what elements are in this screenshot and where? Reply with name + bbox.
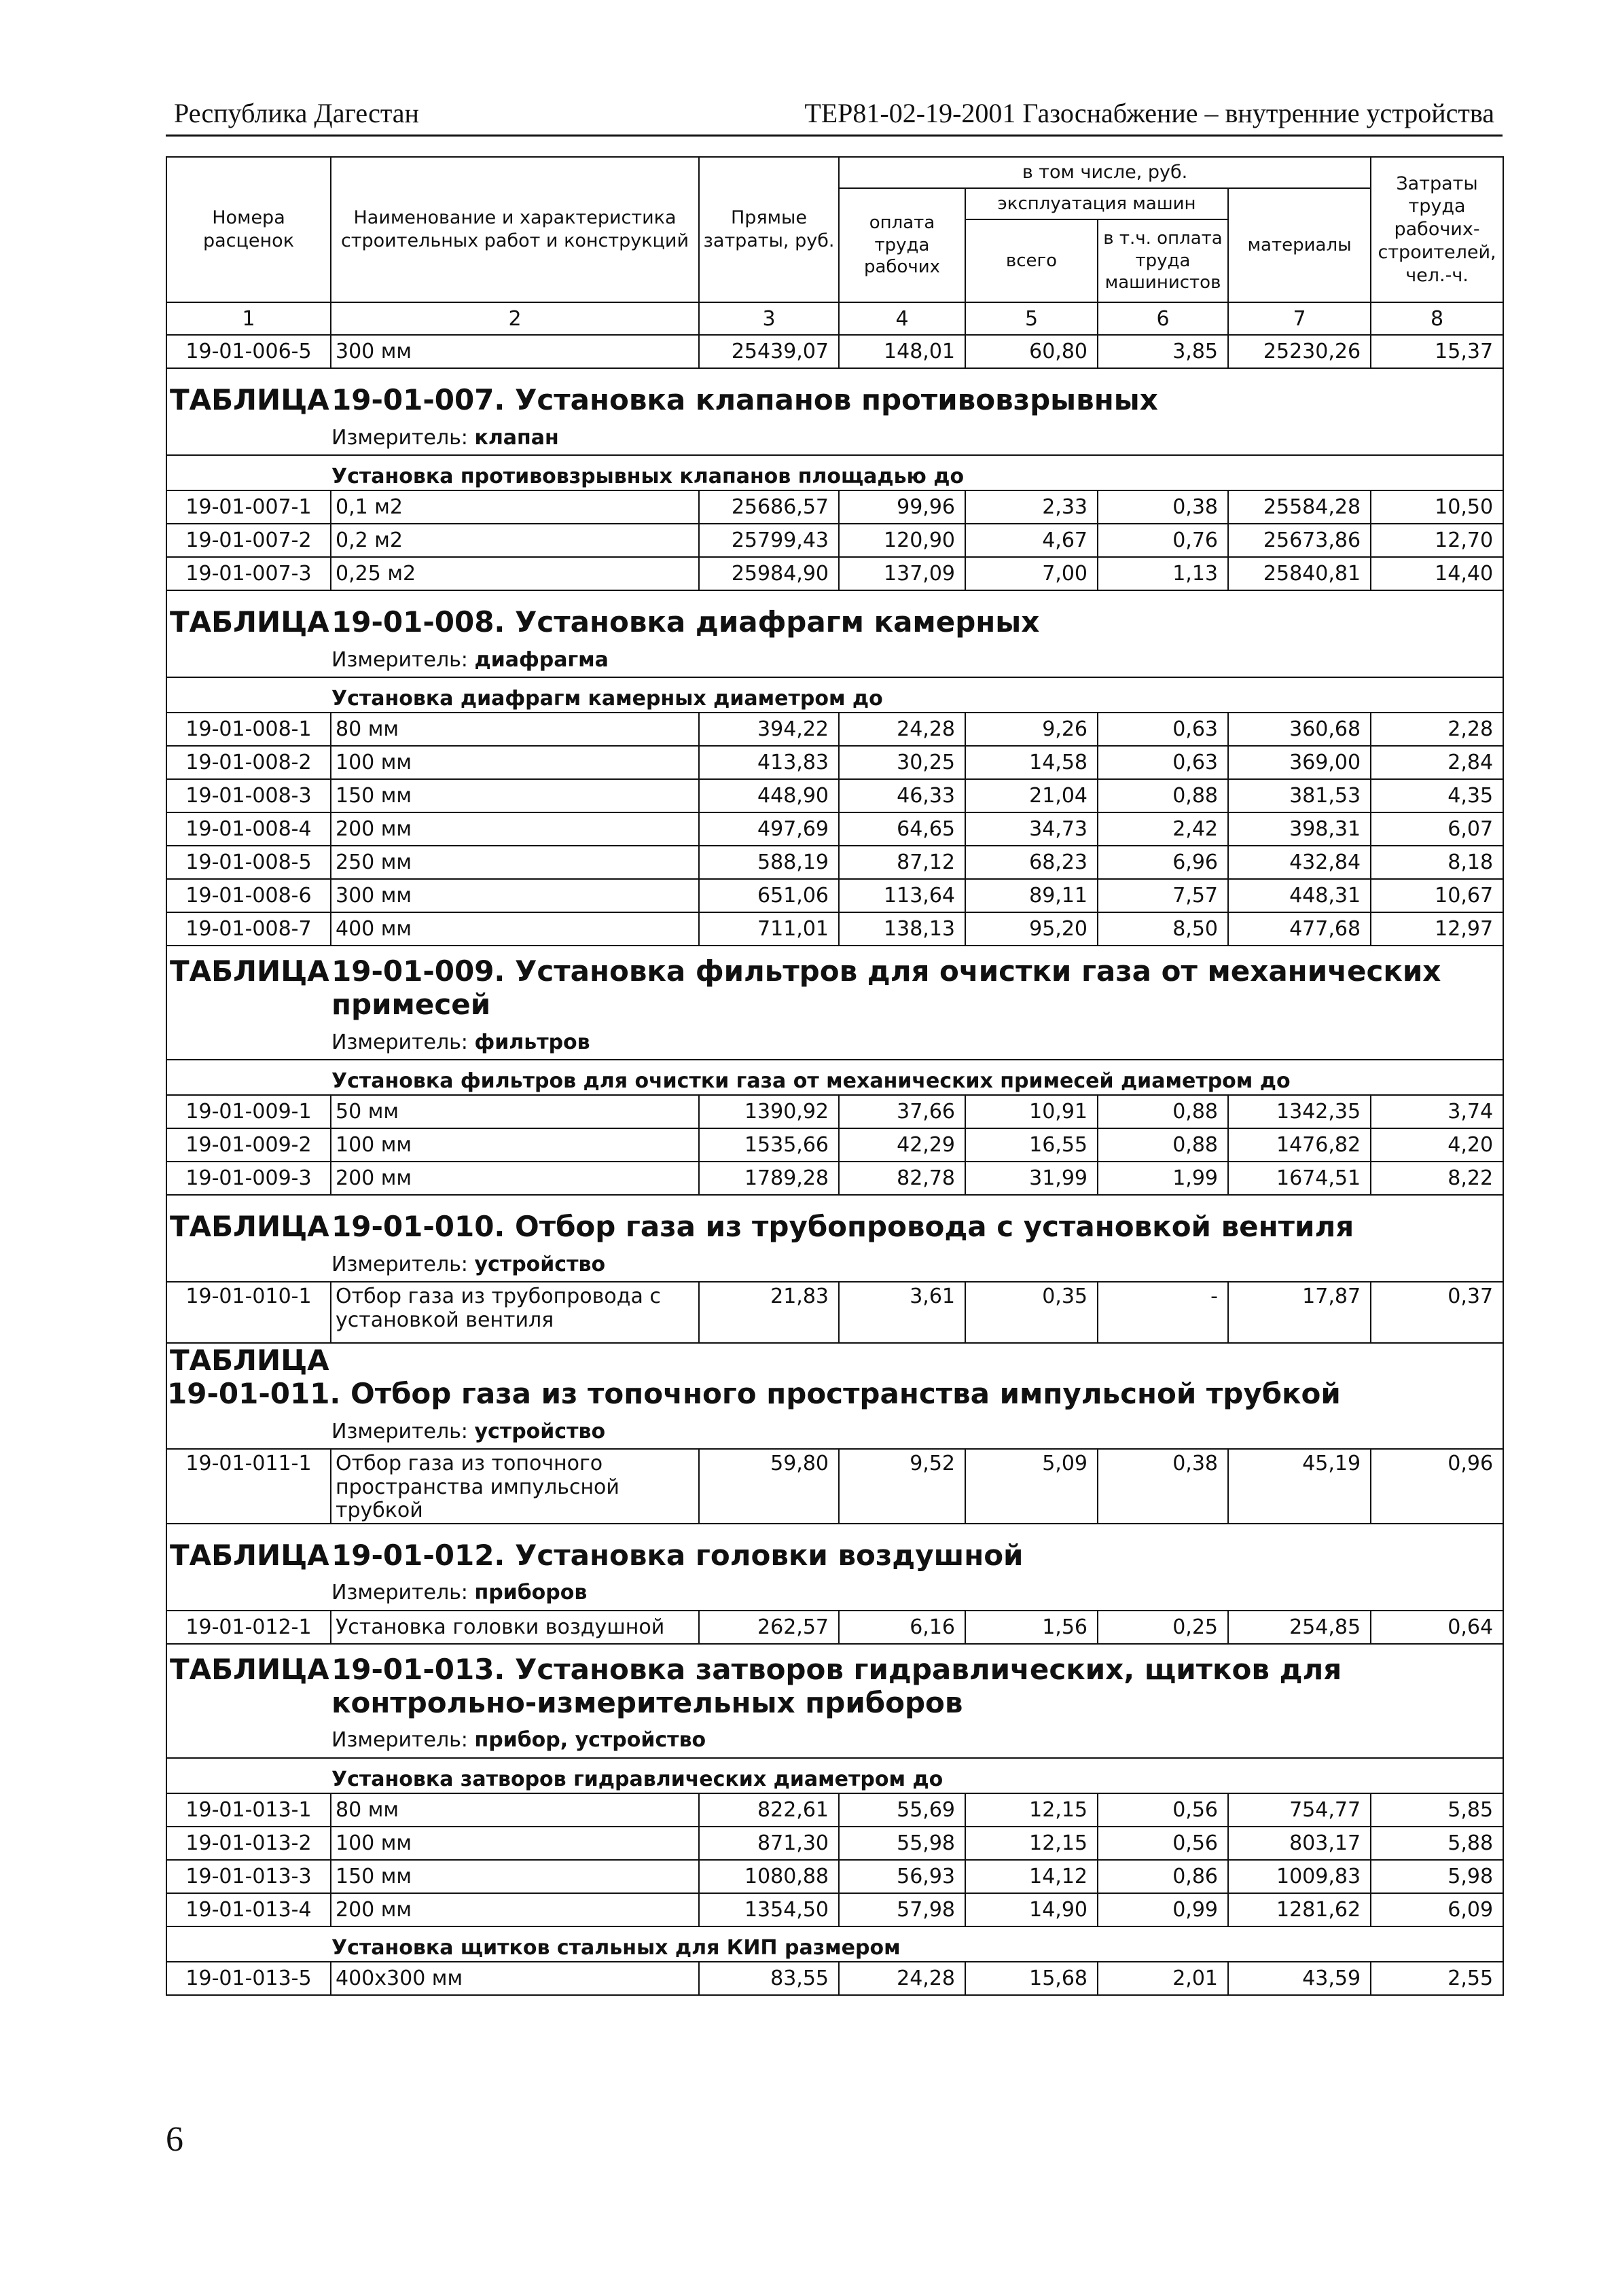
machines-total: 15,68 [965,1962,1098,1995]
meter-value: приборов [474,1581,588,1604]
labor-hours: 0,64 [1371,1611,1503,1644]
materials-cost: 25840,81 [1228,557,1371,590]
table-row [166,879,1503,912]
rate-code: 19-01-012-1 [166,1611,331,1644]
col-header-labor: оплата труда рабочих [839,188,965,302]
table-label: ТАБЛИЦА [170,1652,329,1686]
column-number: 2 [331,302,699,335]
table-row [166,524,1503,557]
direct-cost: 1080,88 [699,1860,839,1893]
labor-hours: 5,85 [1371,1793,1503,1827]
materials-cost: 17,87 [1228,1282,1371,1343]
group-subtitle-row [166,455,1503,490]
table-title-row [166,368,1503,420]
table-label: ТАБЛИЦА [170,605,329,639]
labor-hours: 2,55 [1371,1962,1503,1995]
labor-cost: 148,01 [839,335,965,368]
table-row [166,1793,1503,1827]
table-title-row [166,590,1503,643]
labor-cost: 55,98 [839,1827,965,1860]
direct-cost: 25799,43 [699,524,839,557]
labor-cost: 24,28 [839,713,965,746]
materials-cost: 1281,62 [1228,1893,1371,1926]
meter-row [166,1723,1503,1758]
column-number: 8 [1371,302,1503,335]
machines-total: 95,20 [965,912,1098,946]
meter-value: клапан [474,425,559,450]
table-title [331,605,1039,639]
table-row [166,557,1503,590]
labor-hours: 2,28 [1371,713,1503,746]
machinists-cost: 0,88 [1098,1095,1228,1128]
machines-total: 16,55 [965,1128,1098,1162]
rate-code: 19-01-009-2 [166,1128,331,1162]
table-row [166,1282,1503,1343]
machines-total: 14,12 [965,1860,1098,1893]
labor-cost: 37,66 [839,1095,965,1128]
direct-cost: 1789,28 [699,1162,839,1195]
labor-hours: 8,18 [1371,846,1503,879]
table-row [166,1611,1503,1644]
machines-total: 5,09 [965,1449,1098,1524]
materials-cost: 360,68 [1228,713,1371,746]
work-name: 300 мм [331,879,699,912]
labor-cost: 64,65 [839,812,965,846]
machines-total: 60,80 [965,335,1098,368]
col-header-labor-hours: Затраты труда рабочих-строителей, чел.-ч. [1371,157,1503,302]
machinists-cost: - [1098,1282,1228,1343]
work-name: 200 мм [331,1893,699,1926]
table-row [166,490,1503,524]
rate-code: 19-01-013-3 [166,1860,331,1893]
materials-cost: 369,00 [1228,746,1371,779]
labor-cost: 99,96 [839,490,965,524]
rate-code: 19-01-008-7 [166,912,331,946]
direct-cost: 83,55 [699,1962,839,1995]
machines-total: 68,23 [965,846,1098,879]
meter-label: Измеритель: [331,647,468,672]
work-name: 0,1 м2 [331,490,699,524]
labor-hours: 14,40 [1371,557,1503,590]
machinists-cost: 7,57 [1098,879,1228,912]
work-name: 100 мм [331,1128,699,1162]
labor-hours: 2,84 [1371,746,1503,779]
materials-cost: 25673,86 [1228,524,1371,557]
header-document-code: ТЕР81-02-19-2001 Газоснабжение – внутренние устройства [804,98,1494,128]
table-title-row [166,1524,1503,1576]
work-name: Отбор газа из топочного пространства импульсной трубкой [331,1449,699,1524]
col-header-direct: Прямые затраты, руб. [699,157,839,302]
labor-hours: 6,09 [1371,1893,1503,1926]
work-name: 150 мм [331,779,699,812]
meter-row [166,1025,1503,1060]
machinists-cost: 1,13 [1098,557,1228,590]
table-title-text: Установка фильтров для очистки газа от механических [515,954,1441,988]
materials-cost: 25584,28 [1228,490,1371,524]
direct-cost: 394,22 [699,713,839,746]
direct-cost: 25984,90 [699,557,839,590]
materials-cost: 803,17 [1228,1827,1371,1860]
direct-cost: 588,19 [699,846,839,879]
table-title [331,383,1158,416]
table-code: 19-01-010. [331,1210,505,1243]
rate-code: 19-01-007-2 [166,524,331,557]
direct-cost: 25439,07 [699,335,839,368]
materials-cost: 1009,83 [1228,1860,1371,1893]
table-code: 19-01-013. [331,1652,505,1686]
col-header-machines-total: всего [965,219,1098,302]
materials-cost: 754,77 [1228,1793,1371,1827]
machines-total: 1,56 [965,1611,1098,1644]
materials-cost: 1476,82 [1228,1128,1371,1162]
machines-total: 9,26 [965,713,1098,746]
table-row [166,912,1503,946]
machinists-cost: 0,88 [1098,1128,1228,1162]
work-name: 0,2 м2 [331,524,699,557]
labor-hours: 12,70 [1371,524,1503,557]
work-name: 250 мм [331,846,699,879]
group-subtitle-row [166,1758,1503,1793]
materials-cost: 398,31 [1228,812,1371,846]
table-title [167,1377,1341,1410]
machines-total: 10,91 [965,1095,1098,1128]
labor-hours: 3,74 [1371,1095,1503,1128]
group-subtitle-row [166,1060,1503,1095]
meter-row [166,1576,1503,1611]
work-name: 400 мм [331,912,699,946]
rate-code: 19-01-013-5 [166,1962,331,1995]
rate-code: 19-01-013-1 [166,1793,331,1827]
machinists-cost: 6,96 [1098,846,1228,879]
work-name: 200 мм [331,812,699,846]
rates-table [166,156,1504,1996]
machinists-cost: 2,01 [1098,1962,1228,1995]
column-number: 5 [965,302,1098,335]
work-name: 80 мм [331,1793,699,1827]
labor-cost: 113,64 [839,879,965,912]
table-title-text: Установка головки воздушной [515,1538,1024,1572]
machinists-cost: 8,50 [1098,912,1228,946]
direct-cost: 711,01 [699,912,839,946]
rate-code: 19-01-008-1 [166,713,331,746]
work-name: 0,25 м2 [331,557,699,590]
machines-total: 7,00 [965,557,1098,590]
machinists-cost: 0,86 [1098,1860,1228,1893]
table-title-row [166,1195,1503,1247]
meter-label: Измеритель: [331,1419,468,1443]
group-subtitle: Установка диафрагм камерных диаметром до [331,687,883,711]
direct-cost: 871,30 [699,1827,839,1860]
meter-row [166,643,1503,677]
table-row [166,1162,1503,1195]
table-row [166,335,1503,368]
machines-total: 14,90 [965,1893,1098,1926]
machinists-cost: 3,85 [1098,335,1228,368]
table-code: 19-01-009. [331,954,505,988]
work-name: 150 мм [331,1860,699,1893]
labor-cost: 42,29 [839,1128,965,1162]
table-row [166,1827,1503,1860]
machinists-cost: 0,63 [1098,713,1228,746]
machinists-cost: 0,38 [1098,1449,1228,1524]
rate-code: 19-01-006-5 [166,335,331,368]
table-title [331,954,1441,1021]
direct-cost: 651,06 [699,879,839,912]
table-row [166,1860,1503,1893]
machinists-cost: 0,63 [1098,746,1228,779]
labor-hours: 0,96 [1371,1449,1503,1524]
machinists-cost: 0,25 [1098,1611,1228,1644]
labor-hours: 10,67 [1371,879,1503,912]
table-label: ТАБЛИЦА [170,1210,329,1243]
rate-code: 19-01-007-1 [166,490,331,524]
direct-cost: 822,61 [699,1793,839,1827]
machinists-cost: 2,42 [1098,812,1228,846]
direct-cost: 1354,50 [699,1893,839,1926]
rate-code: 19-01-010-1 [166,1282,331,1343]
col-header-materials: материалы [1228,188,1371,302]
labor-cost: 24,28 [839,1962,965,1995]
labor-cost: 82,78 [839,1162,965,1195]
machinists-cost: 0,88 [1098,779,1228,812]
table-title [331,1210,1354,1243]
table-row [166,713,1503,746]
machinists-cost: 0,38 [1098,490,1228,524]
table-row [166,1962,1503,1995]
direct-cost: 25686,57 [699,490,839,524]
table-code: 19-01-008. [331,605,505,639]
machinists-cost: 0,99 [1098,1893,1228,1926]
materials-cost: 1674,51 [1228,1162,1371,1195]
direct-cost: 1390,92 [699,1095,839,1128]
machinists-cost: 0,56 [1098,1827,1228,1860]
work-name: 100 мм [331,1827,699,1860]
table-title-text: Отбор газа из топочного пространства импульсной трубкой [350,1377,1341,1410]
machines-total: 21,04 [965,779,1098,812]
meter-value: устройство [474,1419,606,1443]
table-label: ТАБЛИЦА [170,954,329,988]
rate-code: 19-01-011-1 [166,1449,331,1524]
meter-value: диафрагма [474,647,609,672]
col-header-name: Наименование и характеристика строительных работ и конструкций [331,157,699,302]
group-subtitle: Установка щитков стальных для КИП размером [331,1935,901,1960]
table-label: ТАБЛИЦА [170,1538,329,1572]
labor-hours: 4,20 [1371,1128,1503,1162]
direct-cost: 262,57 [699,1611,839,1644]
meter-value: прибор, устройство [474,1728,706,1752]
table-title-text: Установка клапанов противовзрывных [515,383,1158,416]
materials-cost: 43,59 [1228,1962,1371,1995]
direct-cost: 59,80 [699,1449,839,1524]
meter-row [166,1414,1503,1449]
column-number: 4 [839,302,965,335]
rate-code: 19-01-013-4 [166,1893,331,1926]
column-number: 3 [699,302,839,335]
rate-code: 19-01-008-6 [166,879,331,912]
labor-cost: 87,12 [839,846,965,879]
table-title-text: Отбор газа из трубопровода с установкой вентиля [515,1210,1354,1243]
table-row [166,846,1503,879]
table-title [331,1653,1342,1719]
machines-total: 34,73 [965,812,1098,846]
machines-total: 4,67 [965,524,1098,557]
machines-total: 31,99 [965,1162,1098,1195]
table-title-text-line2: контрольно-измерительных приборов [331,1685,963,1719]
table-row [166,1449,1503,1524]
table-row [166,746,1503,779]
machines-total: 14,58 [965,746,1098,779]
labor-cost: 46,33 [839,779,965,812]
table-code: 19-01-012. [331,1538,505,1572]
labor-cost: 30,25 [839,746,965,779]
labor-hours: 6,07 [1371,812,1503,846]
price-table [166,156,1503,1996]
col-header-incl: в том числе, руб. [839,157,1371,188]
materials-cost: 477,68 [1228,912,1371,946]
page-header [166,87,1503,137]
labor-hours: 4,35 [1371,779,1503,812]
labor-hours: 15,37 [1371,335,1503,368]
group-subtitle: Установка противовзрывных клапанов площадью до [331,465,965,488]
work-name: 100 мм [331,746,699,779]
materials-cost: 432,84 [1228,846,1371,879]
meter-row [166,420,1503,455]
direct-cost: 413,83 [699,746,839,779]
meter-label: Измеритель: [331,1030,468,1054]
work-name: 50 мм [331,1095,699,1128]
table-label: ТАБЛИЦА [170,383,329,416]
work-name: Отбор газа из трубопровода с установкой вентиля [331,1282,699,1343]
machines-total: 0,35 [965,1282,1098,1343]
labor-cost: 137,09 [839,557,965,590]
machinists-cost: 1,99 [1098,1162,1228,1195]
labor-hours: 10,50 [1371,490,1503,524]
labor-cost: 55,69 [839,1793,965,1827]
work-name: Установка головки воздушной [331,1611,699,1644]
table-title-row [166,1644,1503,1723]
labor-cost: 120,90 [839,524,965,557]
labor-hours: 5,88 [1371,1827,1503,1860]
table-title-text: Установка диафрагм камерных [515,605,1040,639]
labor-hours: 12,97 [1371,912,1503,946]
col-header-machines: эксплуатация машин [965,188,1228,219]
table-row [166,779,1503,812]
rate-code: 19-01-009-1 [166,1095,331,1128]
materials-cost: 381,53 [1228,779,1371,812]
meter-label: Измеритель: [331,425,468,450]
machines-total: 12,15 [965,1793,1098,1827]
labor-hours: 0,37 [1371,1282,1503,1343]
labor-hours: 8,22 [1371,1162,1503,1195]
meter-value: фильтров [474,1030,590,1054]
column-number: 1 [166,302,331,335]
table-title-text: Установка затворов гидравлических, щитков для [515,1652,1342,1686]
rate-code: 19-01-013-2 [166,1827,331,1860]
table-title-row [166,1343,1503,1414]
header-region: Республика Дагестан [174,98,419,128]
table-code: 19-01-011. [167,1377,341,1410]
meter-label: Измеритель: [331,1252,468,1276]
labor-hours: 5,98 [1371,1860,1503,1893]
col-header-machinists: в т.ч. оплата труда машинистов [1098,219,1228,302]
materials-cost: 45,19 [1228,1449,1371,1524]
meter-value: устройство [474,1252,606,1276]
table-label: ТАБЛИЦА [170,1344,329,1377]
machines-total: 2,33 [965,490,1098,524]
machinists-cost: 0,76 [1098,524,1228,557]
rate-code: 19-01-007-3 [166,557,331,590]
materials-cost: 254,85 [1228,1611,1371,1644]
meter-label: Измеритель: [331,1581,468,1604]
group-subtitle-row [166,1926,1503,1962]
machines-total: 89,11 [965,879,1098,912]
rate-code: 19-01-008-3 [166,779,331,812]
rate-code: 19-01-008-2 [166,746,331,779]
group-subtitle: Установка затворов гидравлических диаметром до [331,1767,943,1791]
machines-total: 12,15 [965,1827,1098,1860]
work-name: 400х300 мм [331,1962,699,1995]
work-name: 200 мм [331,1162,699,1195]
materials-cost: 1342,35 [1228,1095,1371,1128]
direct-cost: 21,83 [699,1282,839,1343]
table-code: 19-01-007. [331,383,505,416]
work-name: 300 мм [331,335,699,368]
column-number: 7 [1228,302,1371,335]
column-number-row [166,302,1503,335]
table-row [166,812,1503,846]
labor-cost: 57,98 [839,1893,965,1926]
table-title-row [166,946,1503,1025]
labor-cost: 3,61 [839,1282,965,1343]
table-row [166,1128,1503,1162]
labor-cost: 56,93 [839,1860,965,1893]
rate-code: 19-01-008-4 [166,812,331,846]
materials-cost: 25230,26 [1228,335,1371,368]
rate-code: 19-01-008-5 [166,846,331,879]
direct-cost: 497,69 [699,812,839,846]
table-row [166,1893,1503,1926]
rate-code: 19-01-009-3 [166,1162,331,1195]
group-subtitle: Установка фильтров для очистки газа от механических примесей диаметром до [331,1069,1291,1093]
column-number: 6 [1098,302,1228,335]
labor-cost: 138,13 [839,912,965,946]
direct-cost: 448,90 [699,779,839,812]
page-number: 6 [166,2120,183,2159]
work-name: 80 мм [331,713,699,746]
materials-cost: 448,31 [1228,879,1371,912]
table-title-text-line2: примесей [331,988,491,1021]
table-row [166,1095,1503,1128]
table-title [331,1539,1024,1572]
direct-cost: 1535,66 [699,1128,839,1162]
machinists-cost: 0,56 [1098,1793,1228,1827]
labor-cost: 9,52 [839,1449,965,1524]
labor-cost: 6,16 [839,1611,965,1644]
meter-label: Измеритель: [331,1728,468,1752]
meter-row [166,1247,1503,1282]
col-header-code: Номера расценок [166,157,331,302]
group-subtitle-row [166,677,1503,713]
